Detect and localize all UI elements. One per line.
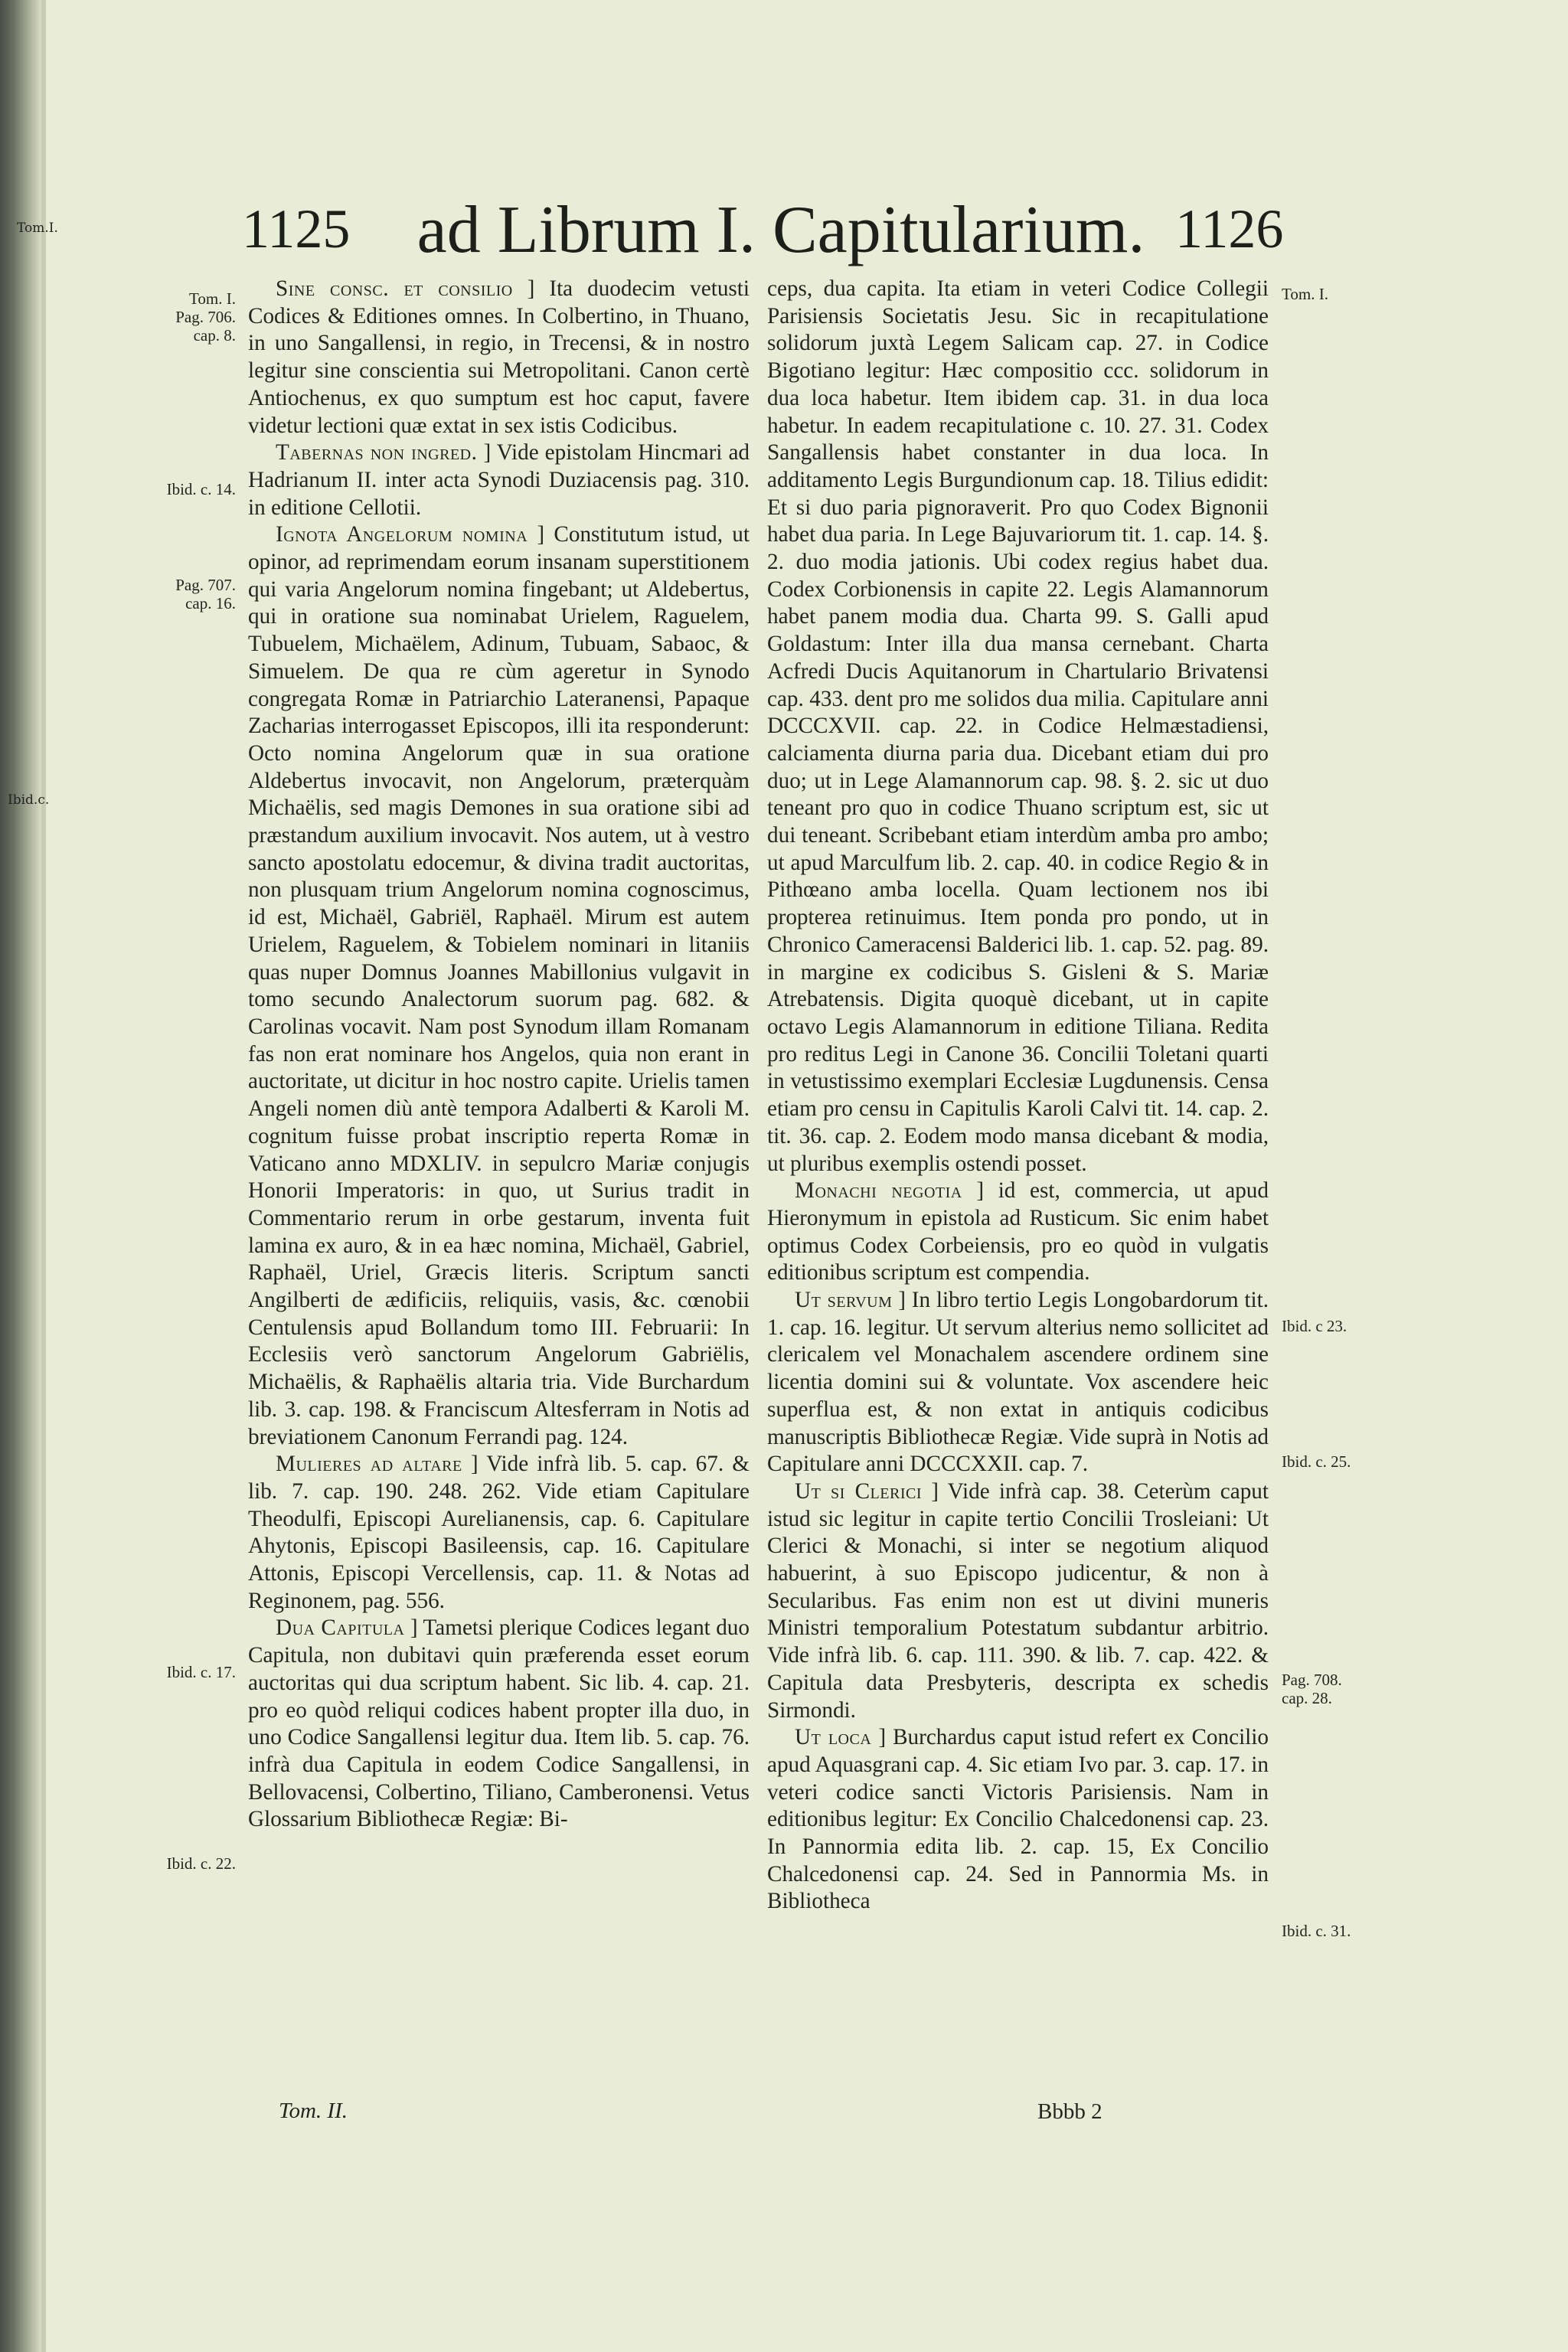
page-title: ad Librum I. Capitularium. <box>416 193 1145 267</box>
paragraph-text: ] Tametsi plerique Codices legant duo Capitula, non dubitavi quin præferenda esset eorum auctoritas qui dua scriptum habent. Sic lib. 4. cap. 21. pro eo quòd reliqui codices habent propter illa duo, in uno Codice Sangallensi legitur dua. Item lib. 5. cap. 76. infrà dua Capitula in eodem Codice Sangallensi, in Bellovacensi, Colbertino, Tiliano, Camberonensi. Vetus Glossarium Bibliothecæ Regiæ: Bi- <box>248 1615 750 1832</box>
previous-page-edge <box>41 0 46 2352</box>
lemma: Ignota Angelorum nomina <box>276 522 528 547</box>
margin-note-right-4: Pag. 708. cap. 28. <box>1282 1671 1342 1707</box>
paragraph-text: ] Vide infrà lib. 5. cap. 67. & lib. 7. cap. 190. 248. 262. Vide etiam Capitulare Theodulfi, Episcopi Aurelianensis, cap. 6. Capitulare Ahytonis, Episcopi Basileensis, cap. 16. Capitulare Attonis, Episcopi Vercellensis, cap. 11. & Notas ad Reginonem, pag. 556. <box>248 1452 750 1613</box>
margin-note-right-5: Ibid. c. 31. <box>1282 1922 1351 1940</box>
paragraph <box>767 1478 1269 1724</box>
right-column <box>767 276 1269 1916</box>
left-footer-signature: Tom. II. <box>279 2099 348 2123</box>
margin-note-right-2: Ibid. c 23. <box>1282 1317 1348 1335</box>
paragraph <box>767 1178 1269 1287</box>
lemma: Dua Capitula <box>276 1615 405 1641</box>
paragraph-text: ] id est, commercia, ut apud Hieronymum in epistola ad Rusticum. Sic enim habet optimus Codex Corbeiensis, pro eo quòd in vulgatis editionibus scriptum est compendia. <box>767 1178 1269 1285</box>
paragraph <box>767 1287 1269 1478</box>
paragraph-text: ] Burchardus caput istud refert ex Concilio apud Aquasgrani cap. 4. Sic etiam Ivo par. 3. cap. 17. in veteri codice sancti Victoris Parisiensis. Nam in editionibus legitur: Ex Concilio Chalcedonensi cap. 23. In Pannormia edita lib. 2. cap. 15, Ex Concilio Chalcedonensi cap. 24. Sed in Pannormia Ms. in Bibliotheca <box>767 1725 1269 1914</box>
paragraph <box>248 521 750 1451</box>
paragraph <box>767 276 1269 1178</box>
right-footer-signature: Bbbb 2 <box>1037 2099 1102 2124</box>
edge-label-top: Tom.I. <box>17 220 58 236</box>
book-spine-shadow <box>0 0 41 2352</box>
lemma: Sine consc. et consilio <box>276 276 513 301</box>
page-number-right: 1126 <box>1175 198 1284 260</box>
left-column <box>248 276 750 1834</box>
paragraph <box>767 1724 1269 1916</box>
margin-note-left-1: Tom. I. Pag. 706. cap. 8. <box>175 289 236 345</box>
paragraph-text: ] Vide infrà cap. 38. Ceterùm caput istud sic legitur in capite tertio Concilii Trosleiani: Ut Clerici & Monachi, si inter se negotium aliquod habuerint, à suo Episcopo judicentur, & non à Secularibus. Fas enim non est ut divini muneris Ministri temporalium Potestatum subdantur arbitrio. Vide infrà lib. 6. cap. 111. 390. & lib. 7. cap. 422. & Capitula data Presbyteris, descripta ex schedis Sirmondi. <box>767 1478 1269 1723</box>
paragraph <box>248 276 750 439</box>
paragraph-text: ] In libro tertio Legis Longobardorum tit. 1. cap. 16. legitur. Ut servum alterius nemo sollicitet ad clericalem vel Monachalem ascendere ordinem sine licentia domini sui & voluntate. Vox ascendere heic superflua est, & non extat in antiquis codicibus manuscriptis Bibliothecæ Regiæ. Vide suprà in Notis ad Capitulare anni DCCCXXII. cap. 7. <box>767 1288 1269 1477</box>
lemma: Ut servum <box>795 1288 893 1313</box>
paragraph <box>248 1451 750 1615</box>
paragraph <box>248 1615 750 1834</box>
paragraph <box>248 439 750 521</box>
paragraph-text: ] Constitutum istud, ut opinor, ad reprimendam eorum insanam superstitionem qui varia Angelorum nomina fingebant; ut Aldebertus, qui in oratione sua nominabat Urielem, Raguelem, Tubuelem, Michaëlem, Adinum, Tubuam, Sabaoc, & Simuelem. De qua re cùm ageretur in Synodo congregata Romæ in Patriarchio Lateranensi, Papaque Zacharias interrogasset Episcopos, illi ita responderunt: Octo nomina Angelorum quæ in sua oratione Aldebertus invocavit, non Angelorum, præterquàm Michaëlis, sed magis Demones in sua oratione sibi ad præstandum auxilium invocavit. Nos autem, ut à vestro sancto apostolatu edocemur, & divina tradit auctoritas, non plusquam trium Angelorum nomina cognoscimus, id est, Michaël, Gabriël, Raphaël. Mirum est autem Urielem, Raguelem, & Tobielem nominari in litaniis quas nuper Domnus Joannes Mabillonius vulgavit in tomo secundo Analectorum suorum pag. 682. & Carolinas vocavit. Nam post Synodum illam Romanam fas non erat nominare hos Angelos, quia non erant in auctoritate, ut dicitur in hoc nostro capite. Urielis tamen Angeli nomen diù antè tempora Adalberti & Karoli M. cognitum fuisse probat inscriptio reperta Romæ in Vaticano anno MDXLIV. in sepulcro Mariæ conjugis Honorii Imperatoris: in quo, ut Surius tradit in Commentario rerum in orbe gestarum, inventa fuit lamina ex auro, & in ea hæc nomina, Michaël, Gabriel, Raphaël, Uriel, Græcis literis. Scriptum sancti Angilberti de ædificiis, reliquiis, vasis, &c. cœnobii Centulensis apud Bollandum tomo III. Februarii: In Ecclesiis verò sanctorum Angelorum Gabriëlis, Michaëlis, & Raphaëlis altaria tria. Vide Burchardum lib. 3. cap. 198. & Franciscum Altesferram in Notis ad breviationem Canonum Ferrandi pag. 124. <box>248 522 750 1449</box>
margin-note-left-5: Ibid. c. 22. <box>166 1854 236 1873</box>
lemma: Mulieres ad altare <box>276 1452 462 1477</box>
margin-note-right-3: Ibid. c. 25. <box>1282 1452 1351 1471</box>
lemma: Tabernas non ingred. <box>276 440 478 466</box>
margin-note-left-4: Ibid. c. 17. <box>166 1663 236 1681</box>
edge-label-middle: Ibid.c. <box>8 792 50 808</box>
paragraph-text: ] Vide epistolam Hincmari ad Hadrianum II. inter acta Synodi Duziacensis pag. 310. in editione Cellotii. <box>248 440 750 520</box>
margin-note-left-2: Ibid. c. 14. <box>166 480 236 498</box>
margin-note-left-3: Pag. 707. cap. 16. <box>175 576 236 612</box>
lemma: Ut si Clerici <box>795 1478 922 1504</box>
paragraph-text: ceps, dua capita. Ita etiam in veteri Codice Collegii Parisiensis Societatis Jesu. Sic in recapitulatione solidorum juxtà Legem Salicam cap. 27. in Codice Bigotiano legitur: Hæc compositio ccc. solidorum in dua loca habetur. Item ibidem cap. 31. in dua loca habetur. In eadem recapitulatione c. 10. 27. 31. Codex Sangallensis habet constanter in dua loca. In additamento Legis Burgundionum cap. 18. Tilius edidit: Et si duo paria pignoraverit. Pro quo Codex Bignonii habet dua paria. In Lege Bajuvariorum tit. 1. cap. 14. §. 2. duo modia jationis. Ubi codex regius habet dua. Codex Corbionensis in capite 22. Legis Alamannorum habet panem modia dua. Charta 99. S. Galli apud Goldastum: Inter illa dua mansa cernebant. Charta Acfredi Ducis Aquitanorum in Chartulario Brivatensi cap. 433. dent pro me solidos dua milia. Capitulare anni DCCCXVII. cap. 22. in Codice Helmæstadiensi, calciamenta diurna paria dua. Dicebant etiam dui pro duo; ut in Lege Alamannorum cap. 98. §. 2. sic ut duo teneant pro quo in codice Thuano scriptum est, sic ut dui teneant. Scribebant etiam interdùm amba pro ambo; ut apud Marculfum lib. 2. cap. 40. in codice Regio & in Pithœano amba locella. Quam lectionem nos ibi propterea retinuimus. Item ponda pro pondo, ut in Chronico Cameracensi Balderici lib. 1. cap. 52. pag. 89. in margine ex codicibus S. Gisleni & S. Mariæ Atrebatensis. Digita quoquè dicebant, ut in capite octavo Legis Alamannorum in editione Tiliana. Redita pro reditus Legi in Canone 36. Concilii Toletani quarti in vetustissimo exemplari Ecclesiæ Lugdunensis. Censa etiam pro censu in Capitulis Karoli Calvi tit. 14. cap. 2. tit. 36. cap. 2. Eodem modo mansa dicebant & modia, ut pluribus exemplis ostendi posset. <box>767 276 1269 1176</box>
margin-note-right-1: Tom. I. <box>1282 285 1328 303</box>
lemma: Ut loca <box>795 1725 872 1750</box>
page-number-left: 1125 <box>242 198 351 260</box>
lemma: Monachi negotia <box>795 1178 962 1204</box>
paragraph-text: ] Ita duodecim vetusti Codices & Editiones omnes. In Colbertino, in Thuano, in uno Sangallensi, in regio, in Trecensi, & in nostro legitur sine conscientia sui Metropolitani. Canon certè Antiochenus, ex quo sumptum est hoc caput, favere videtur lectioni quæ extat in sex istis Codicibus. <box>248 276 750 438</box>
